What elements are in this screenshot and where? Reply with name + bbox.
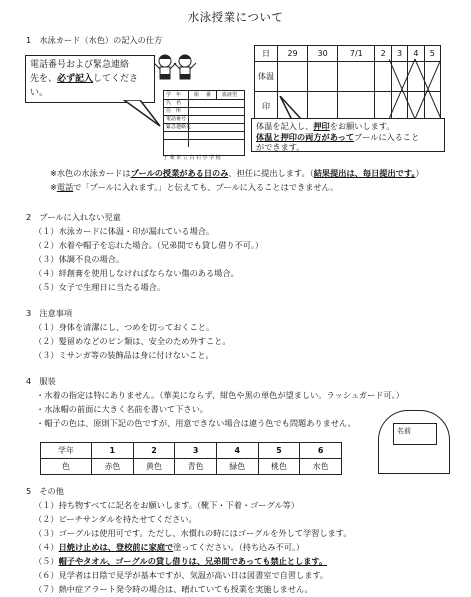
sec3-item: （２）髪留めなどのピン類は、安全のため外すこと。 [34,336,231,346]
sec5-item: （５）帽子やタオル、ゴーグルの貸し借りは、兄弟間であっても禁止とします。 [34,556,328,566]
sec2-item: （２）水着や帽子を忘れた場合。（兄弟間でも貸し借り不可。） [34,240,264,250]
sec2-item: （３）体調不良の場合。 [34,254,125,264]
phone-callout: 電話番号および緊急連絡 先を、必ず記入してくださ い。 [25,55,155,103]
page-title: 水泳授業について [187,10,284,24]
section-2-heading: 2 プールに入れない児童 [26,212,121,222]
cap-color-table: 学年 1 2 3 4 5 6 色 赤色 黄色 青色 緑色 桃色 水色 [40,442,342,475]
section-3-heading: 3 注意事項 [26,308,73,318]
sec5-item: （３）ゴーグルは使用可です。ただし、水慣れの時にはゴーグルを外して学習します。 [34,528,352,538]
sec5-item: （７）熱中症アラート発令時の場合は、晴れていても授業を実施しません。 [34,584,313,594]
sec3-item: （１）身体を清潔にし、つめを切っておくこと。 [34,322,215,332]
sec4-bullet: ・水着の指定は特にありません。（華美にならず、紺色や黒の単色が望ましい。ラッシュガード可。） [36,390,404,400]
sec2-item: （４）絆創膏を使用しなければならない傷のある場合。 [34,268,239,278]
sec5-item: （６）見学者は日陰で見学が基本ですが、気温が高い日は図書室で自習します。 [34,570,329,580]
note-card-submission: ※水色の水泳カードはプールの授業がある日のみ、担任に提出します。（結果提出は、毎日提出です。） [50,168,424,178]
cap-name-box: 名前 [393,423,437,445]
card-caption: 子 楽 市 立 白 石 小 学 校 [163,155,221,161]
sec2-item: （１）水泳カードに体温・印が漏れている場合。 [34,226,215,236]
section-5-heading: 5 その他 [26,486,64,496]
swim-cap-illustration [378,410,450,474]
temperature-grid: 日 29 30 7/1 2 3 4 5 体温 印 [254,45,441,122]
swim-card-sample: 学 年 氏 名 住 所 電話番号 緊急連絡先 組 番 血液型 [163,90,245,156]
note-phone: ※電話で「プールに入れます。」と伝えても、プールに入ることはできません。 [50,182,339,192]
sec5-item: （１）持ち物すべてに記名をお願いします。（靴下・下着・ゴーグル等） [34,500,300,510]
sec5-item: （２）ビーチサンダルを持たせてください。 [34,514,197,524]
section-1-heading: 1 水泳カード（水色）の記入の仕方 [26,35,163,45]
sec4-bullet: ・帽子の色は、原則下記の色ですが、用意できない場合は違う色でも問題ありません。 [36,418,356,428]
grid-crossouts [389,59,441,119]
sec4-bullet: ・水泳帽の前面に大きく名前を書いて下さい。 [36,404,208,414]
sec5-item: （４）日焼け止めは、登校前に家庭で塗ってください。（持ち込み不可。） [34,542,305,552]
swimmer-illustration [152,52,200,88]
sec3-item: （３）ミサンガ等の装飾品は身に付けないこと。 [34,350,214,360]
section-4-heading: 4 服装 [26,376,56,386]
temperature-callout: 体温を記入し、押印をお願いします。 体温と押印の両方があってプールに入ること ができます。 [251,118,445,152]
sec2-item: （５）女子で生理日に当たる場合。 [34,282,166,292]
